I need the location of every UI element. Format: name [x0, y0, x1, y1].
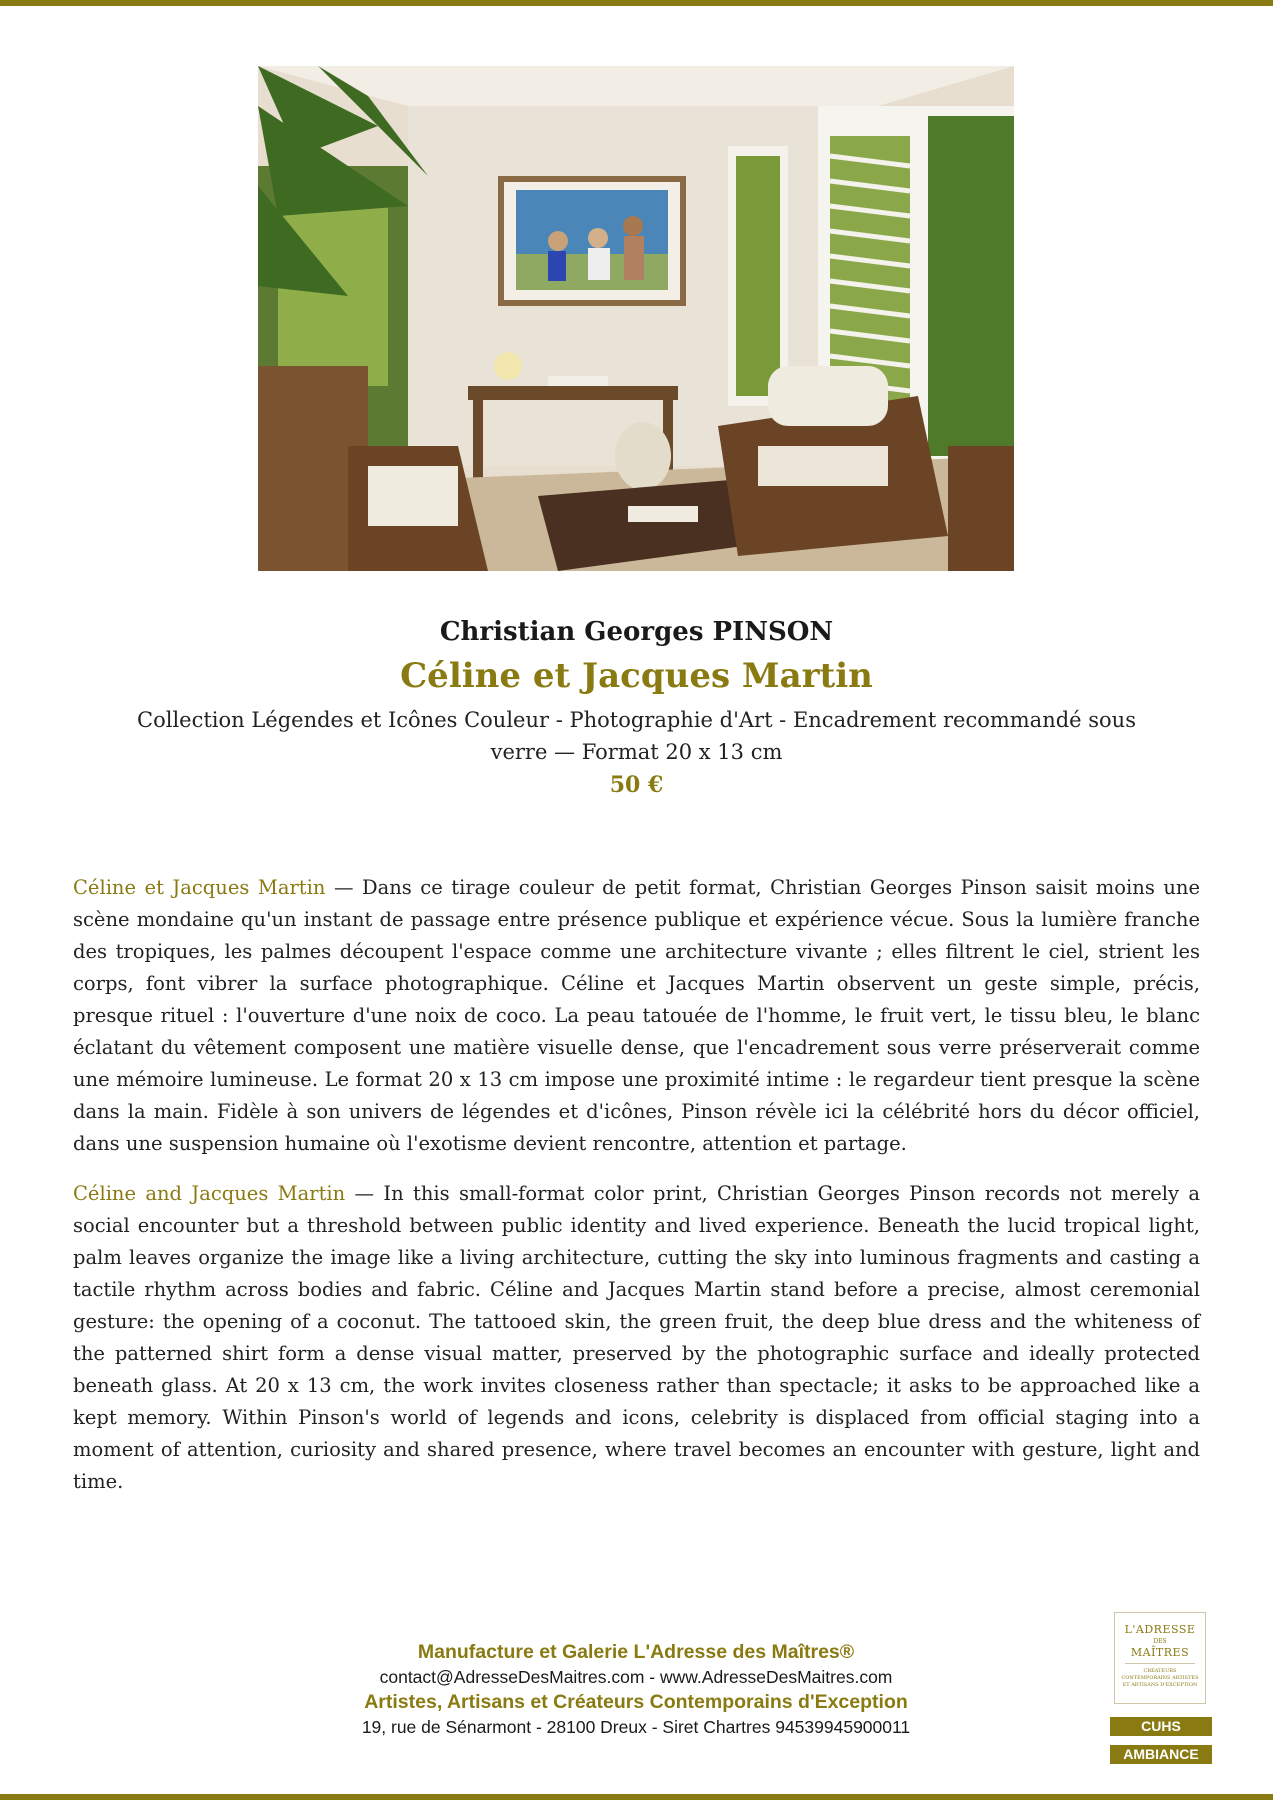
logo-line-2: DES [1153, 1638, 1167, 1645]
logo-line-4: CRÉATEURS CONTEMPORAINS ARTISTES ET ARTISANS D'EXCEPTION [1121, 1668, 1199, 1688]
footer-tagline: Artistes, Artisans et Créateurs Contemporains d'Exception [364, 1691, 908, 1713]
artwork-title: Céline et Jacques Martin [400, 656, 873, 696]
footer [236, 1640, 1036, 1740]
room-photo [258, 66, 1014, 571]
badge-ambiance: AMBIANCE [1110, 1745, 1212, 1764]
interior-illustration [258, 66, 1014, 571]
description-fr [73, 872, 1200, 1160]
artwork-subtitle: Collection Légendes et Icônes Couleur - Photographie d'Art - Encadrement recommandé sous verre — Format 20 x 13 cm [137, 708, 1136, 764]
footer-gallery: Manufacture et Galerie L'Adresse des Maîtres® [417, 1641, 855, 1663]
logo-divider [1125, 1663, 1195, 1664]
description-fr-lead: Céline et Jacques Martin [73, 876, 326, 899]
description-en-lead: Céline and Jacques Martin [73, 1182, 346, 1205]
logo-line-3: MAÎTRES [1130, 1646, 1190, 1659]
top-border [0, 0, 1273, 6]
description-fr-text: — Dans ce tirage couleur de petit format, Christian Georges Pinson saisit moins une scène mondaine qu'un instant de passage entre présence publique et expérience vécue. Sous la lumière franche des tropiques, les palmes découpent l'espace comme une architecture vivante ; elles filtrent le ciel, strient les corps, font vibrer la surface photographique. Céline et Jacques Martin observent un geste simple, précis, presque rituel : l'ouverture d'une noix de coco. La peau tatouée de l'homme, le fruit vert, le tissu bleu, le blanc éclatant du vêtement composent une matière visuelle dense, que l'encadrement sous verre préserverait comme une mémoire lumineuse. Le format 20 x 13 cm impose une proximité intime : le regardeur tient presque la scène dans la main. Fidèle à son univers de légendes et d'icônes, Pinson révèle ici la célébrité hors du décor officiel, dans une suspension humaine où l'exotisme devient rencontre, attention et partage. [73, 876, 1200, 1155]
bottom-border [0, 1794, 1273, 1800]
footer-address: 19, rue de Sénarmont - 28100 Dreux - Siret Chartres 94539945900011 [361, 1717, 911, 1737]
description [73, 872, 1200, 1516]
gallery-logo [1114, 1612, 1206, 1704]
artist-name: Christian Georges PINSON [439, 617, 834, 647]
logo-line-1: L'ADRESSE [1124, 1623, 1196, 1636]
artwork-price: 50 € [609, 772, 664, 798]
description-en [73, 1178, 1200, 1498]
badge-cuhs: CUHS [1110, 1717, 1212, 1736]
artwork-header [60, 612, 1213, 802]
footer-contact: contact@AdresseDesMaitres.com - www.AdresseDesMaitres.com [379, 1667, 893, 1687]
description-en-text: — In this small-format color print, Christian Georges Pinson records not merely a social encounter but a threshold between public identity and lived experience. Beneath the lucid tropical light, palm leaves organize the image like a living architecture, cutting the sky into luminous fragments and casting a tactile rhythm across bodies and fabric. Céline and Jacques Martin stand before a precise, almost ceremonial gesture: the opening of a coconut. The tattooed skin, the green fruit, the deep blue dress and the whiteness of the patterned shirt form a dense visual matter, preserved by the photographic surface and ideally protected beneath glass. At 20 x 13 cm, the work invites closeness rather than spectacle; it asks to be approached like a kept memory. Within Pinson's world of legends and icons, celebrity is displaced from official staging into a moment of attention, curiosity and shared presence, where travel becomes an encounter with gesture, light and time. [73, 1182, 1200, 1493]
